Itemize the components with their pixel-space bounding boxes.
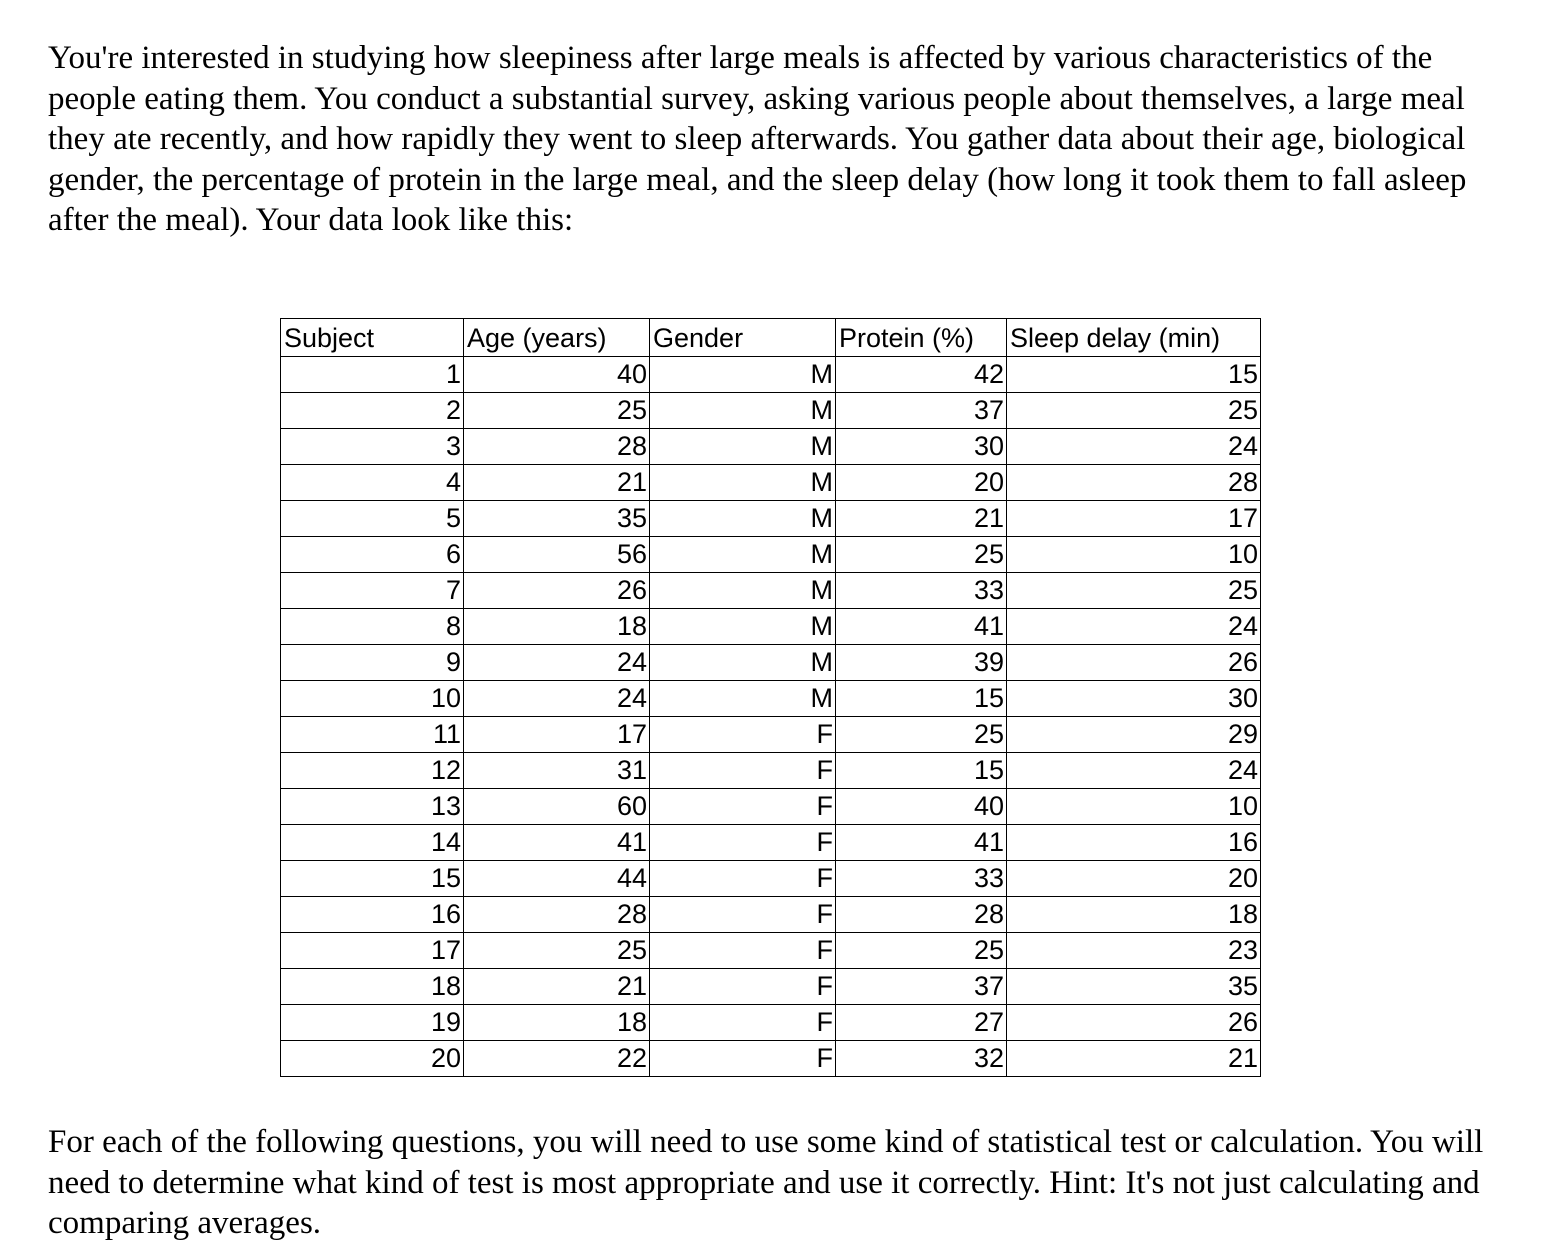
cell-subject: 4 bbox=[281, 465, 464, 501]
table-row bbox=[281, 465, 1261, 501]
cell-age: 25 bbox=[464, 933, 650, 969]
cell-sleep-delay: 10 bbox=[1007, 789, 1261, 825]
cell-subject: 20 bbox=[281, 1041, 464, 1077]
cell-age: 18 bbox=[464, 609, 650, 645]
cell-protein: 21 bbox=[836, 501, 1007, 537]
header-protein: Protein (%) bbox=[836, 319, 1007, 357]
cell-age: 56 bbox=[464, 537, 650, 573]
cell-sleep-delay: 20 bbox=[1007, 861, 1261, 897]
table-row bbox=[281, 1041, 1261, 1077]
table-row bbox=[281, 933, 1261, 969]
cell-subject: 3 bbox=[281, 429, 464, 465]
cell-age: 21 bbox=[464, 969, 650, 1005]
cell-subject: 18 bbox=[281, 969, 464, 1005]
table-row bbox=[281, 501, 1261, 537]
table-row bbox=[281, 861, 1261, 897]
cell-protein: 20 bbox=[836, 465, 1007, 501]
header-age: Age (years) bbox=[464, 319, 650, 357]
cell-gender: F bbox=[650, 1041, 836, 1077]
intro-paragraph: You're interested in studying how sleepiness after large meals is affected by various characteristics of the people eating them. You conduct a substantial survey, asking various people about themselves, a large meal they ate recently, and how rapidly they went to sleep afterwards. You gather data about their age, biological gender, the percentage of protein in the large meal, and the sleep delay (how long it took them to fall asleep after the meal). Your data look like this: bbox=[48, 40, 1467, 238]
cell-gender: F bbox=[650, 897, 836, 933]
cell-sleep-delay: 28 bbox=[1007, 465, 1261, 501]
cell-age: 21 bbox=[464, 465, 650, 501]
cell-sleep-delay: 23 bbox=[1007, 933, 1261, 969]
table-row bbox=[281, 681, 1261, 717]
survey-data-table bbox=[280, 318, 1261, 1077]
table-row bbox=[281, 753, 1261, 789]
cell-protein: 27 bbox=[836, 1005, 1007, 1041]
table-row bbox=[281, 789, 1261, 825]
cell-protein: 25 bbox=[836, 717, 1007, 753]
cell-sleep-delay: 24 bbox=[1007, 753, 1261, 789]
cell-subject: 13 bbox=[281, 789, 464, 825]
table-row bbox=[281, 969, 1261, 1005]
cell-gender: F bbox=[650, 753, 836, 789]
cell-subject: 16 bbox=[281, 897, 464, 933]
cell-age: 24 bbox=[464, 681, 650, 717]
cell-sleep-delay: 16 bbox=[1007, 825, 1261, 861]
cell-sleep-delay: 21 bbox=[1007, 1041, 1261, 1077]
cell-age: 31 bbox=[464, 753, 650, 789]
cell-protein: 39 bbox=[836, 645, 1007, 681]
cell-sleep-delay: 26 bbox=[1007, 645, 1261, 681]
cell-age: 44 bbox=[464, 861, 650, 897]
table-header-row bbox=[281, 319, 1261, 357]
cell-protein: 41 bbox=[836, 825, 1007, 861]
cell-gender: M bbox=[650, 573, 836, 609]
table-row bbox=[281, 429, 1261, 465]
cell-gender: F bbox=[650, 969, 836, 1005]
cell-protein: 37 bbox=[836, 969, 1007, 1005]
cell-protein: 33 bbox=[836, 861, 1007, 897]
table-row bbox=[281, 717, 1261, 753]
cell-gender: M bbox=[650, 609, 836, 645]
cell-subject: 9 bbox=[281, 645, 464, 681]
cell-sleep-delay: 18 bbox=[1007, 897, 1261, 933]
cell-gender: M bbox=[650, 357, 836, 393]
cell-subject: 1 bbox=[281, 357, 464, 393]
cell-protein: 42 bbox=[836, 357, 1007, 393]
cell-age: 41 bbox=[464, 825, 650, 861]
cell-gender: F bbox=[650, 861, 836, 897]
cell-sleep-delay: 17 bbox=[1007, 501, 1261, 537]
cell-gender: M bbox=[650, 681, 836, 717]
cell-gender: M bbox=[650, 393, 836, 429]
table-row bbox=[281, 1005, 1261, 1041]
cell-sleep-delay: 25 bbox=[1007, 573, 1261, 609]
cell-protein: 40 bbox=[836, 789, 1007, 825]
cell-subject: 6 bbox=[281, 537, 464, 573]
cell-subject: 10 bbox=[281, 681, 464, 717]
cell-sleep-delay: 10 bbox=[1007, 537, 1261, 573]
cell-subject: 5 bbox=[281, 501, 464, 537]
cell-protein: 41 bbox=[836, 609, 1007, 645]
cell-age: 25 bbox=[464, 393, 650, 429]
cell-age: 28 bbox=[464, 429, 650, 465]
cell-subject: 12 bbox=[281, 753, 464, 789]
table-row bbox=[281, 897, 1261, 933]
cell-gender: F bbox=[650, 933, 836, 969]
cell-age: 24 bbox=[464, 645, 650, 681]
cell-gender: M bbox=[650, 465, 836, 501]
cell-age: 35 bbox=[464, 501, 650, 537]
cell-gender: M bbox=[650, 501, 836, 537]
cell-subject: 7 bbox=[281, 573, 464, 609]
header-gender: Gender bbox=[650, 319, 836, 357]
cell-age: 40 bbox=[464, 357, 650, 393]
instructions-paragraph: For each of the following questions, you will need to use some kind of statistical test or calculation. You will need to determine what kind of test is most appropriate and use it correctly. Hint: It's not just calculating and comparing averages. bbox=[48, 1124, 1484, 1241]
cell-age: 28 bbox=[464, 897, 650, 933]
cell-subject: 8 bbox=[281, 609, 464, 645]
cell-protein: 28 bbox=[836, 897, 1007, 933]
cell-subject: 19 bbox=[281, 1005, 464, 1041]
cell-protein: 25 bbox=[836, 933, 1007, 969]
cell-protein: 30 bbox=[836, 429, 1007, 465]
cell-gender: F bbox=[650, 789, 836, 825]
header-subject: Subject bbox=[281, 319, 464, 357]
table-row bbox=[281, 609, 1261, 645]
table-row bbox=[281, 357, 1261, 393]
cell-age: 26 bbox=[464, 573, 650, 609]
cell-sleep-delay: 30 bbox=[1007, 681, 1261, 717]
cell-gender: F bbox=[650, 717, 836, 753]
cell-gender: F bbox=[650, 825, 836, 861]
cell-age: 17 bbox=[464, 717, 650, 753]
cell-gender: M bbox=[650, 537, 836, 573]
cell-sleep-delay: 26 bbox=[1007, 1005, 1261, 1041]
cell-sleep-delay: 24 bbox=[1007, 609, 1261, 645]
cell-subject: 14 bbox=[281, 825, 464, 861]
table-body bbox=[281, 357, 1261, 1077]
table-row bbox=[281, 573, 1261, 609]
cell-sleep-delay: 25 bbox=[1007, 393, 1261, 429]
cell-subject: 11 bbox=[281, 717, 464, 753]
table-row bbox=[281, 393, 1261, 429]
cell-sleep-delay: 35 bbox=[1007, 969, 1261, 1005]
cell-gender: M bbox=[650, 429, 836, 465]
table-row bbox=[281, 825, 1261, 861]
cell-protein: 25 bbox=[836, 537, 1007, 573]
cell-protein: 37 bbox=[836, 393, 1007, 429]
table-row bbox=[281, 645, 1261, 681]
cell-protein: 33 bbox=[836, 573, 1007, 609]
cell-sleep-delay: 15 bbox=[1007, 357, 1261, 393]
header-sleep-delay: Sleep delay (min) bbox=[1007, 319, 1261, 357]
cell-age: 18 bbox=[464, 1005, 650, 1041]
cell-protein: 32 bbox=[836, 1041, 1007, 1077]
cell-protein: 15 bbox=[836, 681, 1007, 717]
cell-subject: 17 bbox=[281, 933, 464, 969]
cell-age: 22 bbox=[464, 1041, 650, 1077]
cell-age: 60 bbox=[464, 789, 650, 825]
cell-subject: 15 bbox=[281, 861, 464, 897]
cell-sleep-delay: 24 bbox=[1007, 429, 1261, 465]
cell-subject: 2 bbox=[281, 393, 464, 429]
table-row bbox=[281, 537, 1261, 573]
cell-gender: F bbox=[650, 1005, 836, 1041]
cell-protein: 15 bbox=[836, 753, 1007, 789]
cell-gender: M bbox=[650, 645, 836, 681]
cell-sleep-delay: 29 bbox=[1007, 717, 1261, 753]
